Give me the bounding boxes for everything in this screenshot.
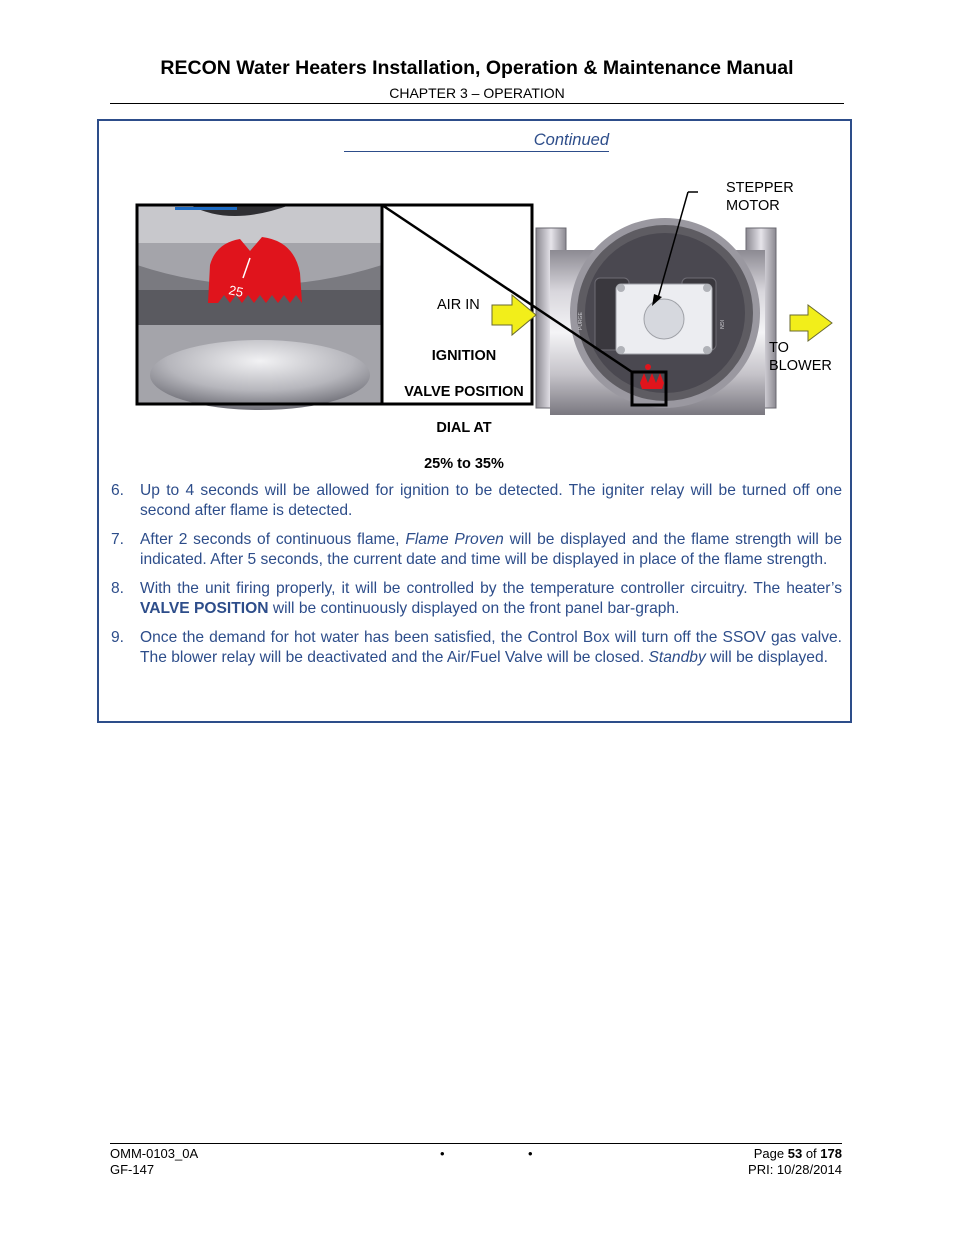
step-text: will be continuously displayed on the front panel bar-graph. <box>268 600 680 617</box>
step-item <box>110 628 842 668</box>
ignition-line-4: 25% to 35% <box>424 456 504 472</box>
dial-closeup-inset <box>137 205 382 410</box>
ign-marking: IGN <box>718 320 724 329</box>
stepper-motor-label: STEPPER MOTOR <box>726 180 794 214</box>
step-text: With the unit firing properly, it will be controlled by the temperature controller circuitry. The heater’s <box>140 580 842 597</box>
step-number: 8. <box>111 580 125 597</box>
chapter-title: CHAPTER 3 – OPERATION <box>389 85 565 101</box>
step-item <box>110 481 842 521</box>
doc-id: OMM-0103_0A <box>110 1146 199 1161</box>
step-number: 9. <box>111 629 125 646</box>
to-blower-arrow <box>790 305 832 341</box>
continued-heading: Continued <box>344 130 609 152</box>
ignition-dial-label <box>384 329 544 491</box>
step-item <box>110 579 842 619</box>
air-in-label: AIR IN <box>437 297 480 313</box>
form-number: GF-147 <box>110 1162 155 1177</box>
step-text: Once the demand for hot water has been satisfied, the Control Box will turn off the SSOV gas valve. The blower relay will be deactivated and the Air/Fuel Valve will be closed. <box>140 629 842 666</box>
to-blower-label: TO BLOWER <box>769 340 832 374</box>
step-text: will be displayed. <box>705 649 828 666</box>
step-item <box>110 530 842 570</box>
manual-title: RECON Water Heaters Installation, Operation & Maintenance Manual <box>160 57 794 79</box>
page-number: Page 53 of 178 <box>753 1146 842 1161</box>
dial-number: 25 <box>227 282 245 300</box>
step-text: Up to 4 seconds will be allowed for ignition to be detected. The igniter relay will be turned off one second after flame is detected. <box>140 482 842 519</box>
step-strong: VALVE POSITION <box>140 600 269 617</box>
step-text: After 2 seconds of continuous flame, <box>140 531 406 548</box>
pri-date: PRI: 10/28/2014 <box>748 1162 842 1177</box>
purge-marking: PURGE <box>578 312 584 330</box>
step-emphasis: Standby <box>648 649 706 666</box>
footer-bullet: • <box>440 1146 445 1161</box>
step-number: 7. <box>111 531 125 548</box>
ignition-line-3: DIAL AT <box>436 420 492 436</box>
step-number: 6. <box>111 482 125 499</box>
step-emphasis: Flame Proven <box>405 531 504 548</box>
footer-bullet: • <box>528 1146 533 1161</box>
ignition-line-2: VALVE POSITION <box>404 384 524 400</box>
step-text: will be displayed and the flame strength will be indicated. After 5 seconds, the current date and time will be displayed in place of the flame strength. <box>140 531 842 568</box>
footer-divider <box>110 1143 842 1144</box>
procedure-steps <box>110 481 842 677</box>
header-divider <box>110 103 844 104</box>
air-fuel-valve-image <box>536 218 776 415</box>
ignition-line-1: IGNITION <box>431 348 497 364</box>
